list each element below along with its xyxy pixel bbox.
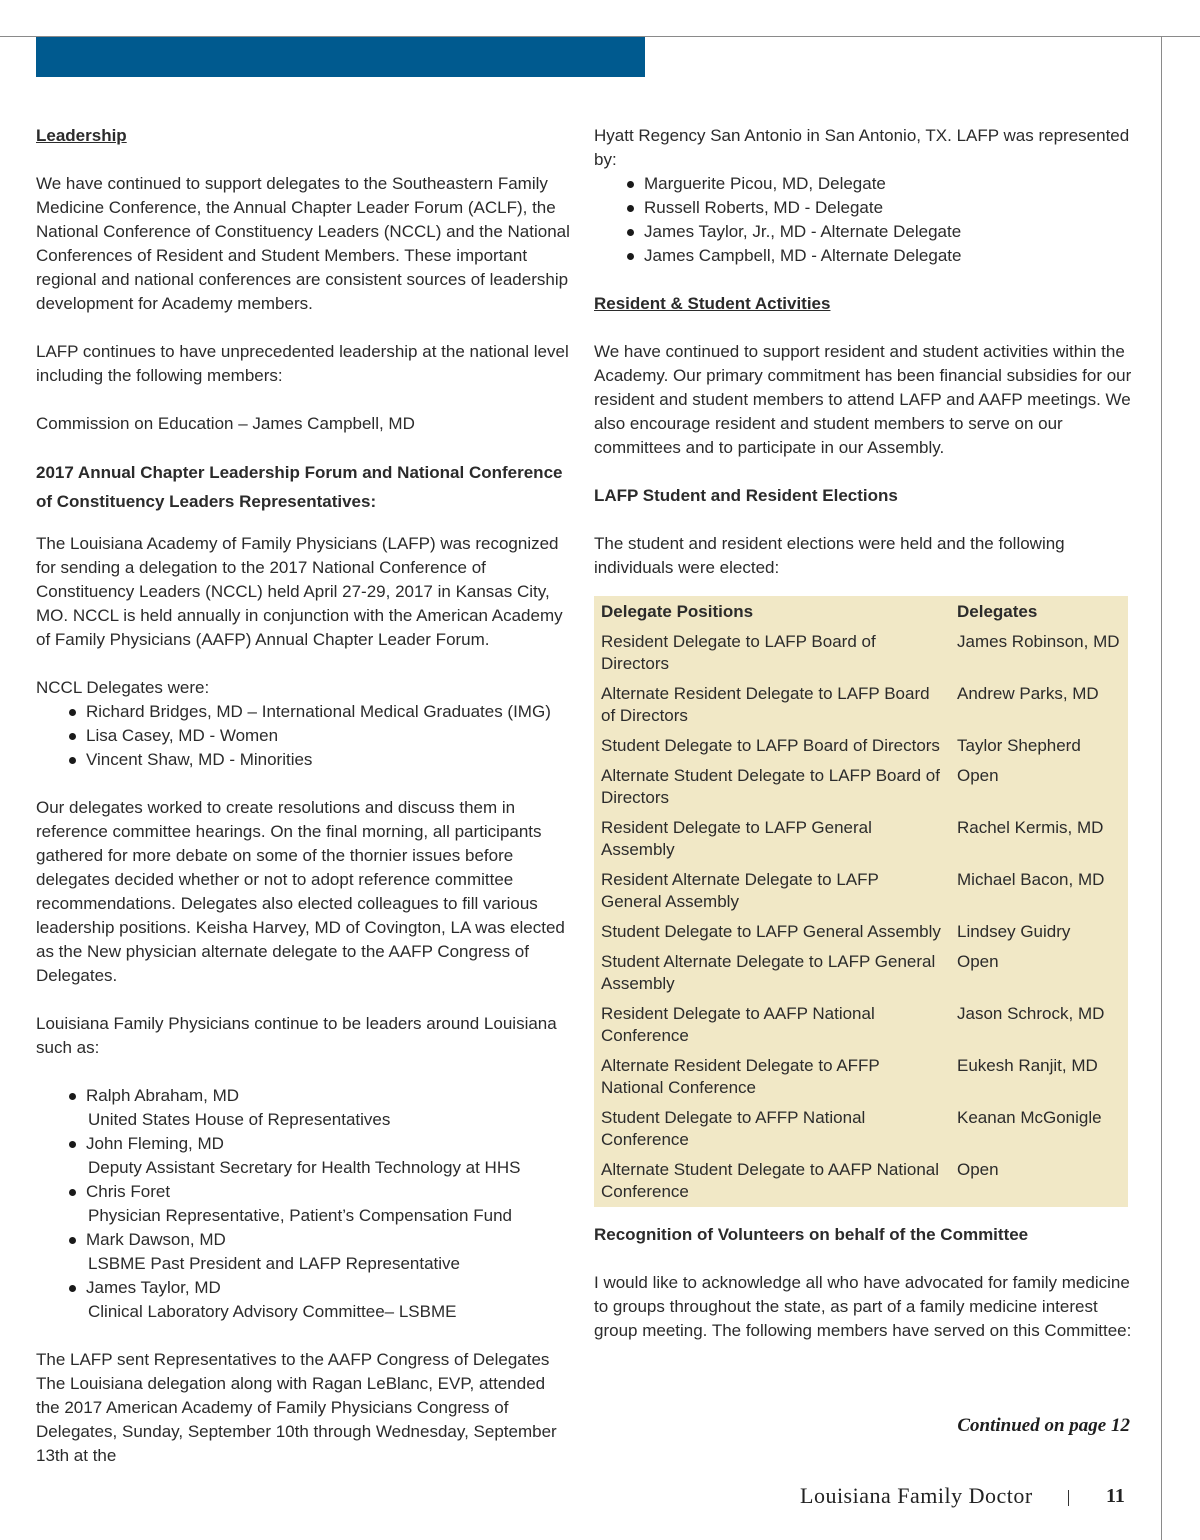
position-cell: Student Delegate to AFFP National Conference	[601, 1108, 866, 1149]
continued-note: Continued on page 12	[957, 1415, 1130, 1436]
position-cell: Student Delegate to LAFP General Assembly	[601, 922, 941, 941]
leaders-intro-paragraph: Louisiana Family Physicians continue to be leaders around Louisiana such as:	[36, 1014, 557, 1057]
delegate-cell: Jason Schrock, MD	[957, 1004, 1105, 1023]
elections-heading: LAFP Student and Resident Elections	[594, 486, 898, 505]
commission-line: Commission on Education – James Campbell, MD	[36, 414, 415, 433]
magazine-title: Louisiana Family Doctor	[800, 1483, 1033, 1508]
table-row	[594, 1051, 1128, 1103]
delegate-cell: Open	[957, 766, 999, 785]
position-cell: Alternate Resident Delegate to LAFP Board of Directors	[601, 684, 930, 725]
delegate-cell: Keanan McGonigle	[957, 1108, 1102, 1127]
leaders-list	[36, 1084, 572, 1324]
position-cell: Student Delegate to LAFP Board of Directors	[601, 736, 940, 755]
delegate-cell: Open	[957, 952, 999, 971]
delegate-cell: James Robinson, MD	[957, 632, 1120, 651]
list-item: James Campbell, MD - Alternate Delegate	[594, 244, 1134, 268]
delegate-cell: Lindsey Guidry	[957, 922, 1071, 941]
list-item: Lisa Casey, MD - Women	[36, 724, 572, 748]
leadership-heading: Leadership	[36, 126, 127, 145]
position-cell: Alternate Student Delegate to AAFP National Conference	[601, 1160, 940, 1201]
list-item	[36, 1132, 572, 1180]
column-header-delegates: Delegates	[957, 602, 1038, 621]
list-item	[36, 1084, 572, 1132]
table-row	[594, 731, 1128, 761]
leader-role: Physician Representative, Patient’s Compensation Fund	[88, 1206, 512, 1225]
delegate-cell: Michael Bacon, MD	[957, 870, 1105, 889]
delegates-work-paragraph: Our delegates worked to create resolutions and discuss them in reference committee hearings. On the final morning, all participants gathered for more debate on some of the thornier issues before delegates decided whether or not to adopt reference committee recommendations. Delegates also elected colleagues to fill various leadership positions. Keisha Harvey, MD of Covington, LA was elected as the New physician alternate delegate to the AAFP Congress of Delegates.	[36, 798, 565, 985]
leadership-paragraph: We have continued to support delegates to the Southeastern Family Medicine Conference, the Annual Chapter Leader Forum (ACLF), the National Conference of Constituency Leaders (NCCL) and the National Conferences of Resident and Student Members. These important regional and national conferences are consistent sources of leadership development for Academy members.	[36, 174, 570, 313]
left-column	[36, 124, 572, 1468]
list-item	[36, 1228, 572, 1276]
leader-name: James Taylor, MD	[86, 1278, 221, 1297]
nccl-delegates-list	[36, 700, 572, 772]
recognition-heading: Recognition of Volunteers on behalf of the Committee	[594, 1225, 1029, 1244]
delegate-cell: Open	[957, 1160, 999, 1179]
page-footer	[760, 1484, 1130, 1514]
position-cell: Resident Delegate to LAFP General Assembly	[601, 818, 872, 859]
leader-name: Ralph Abraham, MD	[86, 1086, 240, 1105]
table-row	[594, 761, 1128, 813]
footer-divider	[1068, 1490, 1069, 1506]
table-row	[594, 1155, 1128, 1207]
list-item: Marguerite Picou, MD, Delegate	[594, 172, 1134, 196]
column-header-positions: Delegate Positions	[601, 602, 754, 621]
table-row	[594, 1103, 1128, 1155]
lafp-recognized-paragraph: The Louisiana Academy of Family Physicians (LAFP) was recognized for sending a delegation to the 2017 National Conference of Constituency Leaders (NCCL) held April 27-29, 2017 in Kansas City, MO. NCCL is held annually in conjunction with the American Academy of Family Physicians (AAFP) Annual Chapter Leader Forum.	[36, 534, 563, 649]
forum-heading: 2017 Annual Chapter Leadership Forum and National Conference of Constituency Leaders Representatives:	[36, 463, 563, 511]
right-rule	[1161, 36, 1162, 1540]
hyatt-paragraph: Hyatt Regency San Antonio in San Antonio, TX. LAFP was represented by:	[594, 126, 1130, 169]
table-row	[594, 947, 1128, 999]
represented-by-list	[594, 172, 1134, 268]
list-item: Russell Roberts, MD - Delegate	[594, 196, 1134, 220]
position-cell: Resident Delegate to LAFP Board of Directors	[601, 632, 876, 673]
table-row	[594, 813, 1128, 865]
list-item	[36, 1180, 572, 1228]
list-item: Vincent Shaw, MD - Minorities	[36, 748, 572, 772]
leader-role: United States House of Representatives	[88, 1110, 391, 1129]
list-item: James Taylor, Jr., MD - Alternate Delegate	[594, 220, 1134, 244]
header-banner	[36, 37, 645, 77]
leader-name: Mark Dawson, MD	[86, 1230, 226, 1249]
leader-role: Clinical Laboratory Advisory Committee– LSBME	[88, 1302, 457, 1321]
table-header-row	[594, 596, 1128, 627]
page-number: 11	[1106, 1485, 1125, 1507]
leader-role: LSBME Past President and LAFP Representative	[88, 1254, 460, 1273]
position-cell: Resident Delegate to AAFP National Conference	[601, 1004, 875, 1045]
table-row	[594, 999, 1128, 1051]
nccl-intro: NCCL Delegates were:	[36, 678, 210, 697]
right-column	[594, 124, 1134, 1343]
delegate-cell: Taylor Shepherd	[957, 736, 1081, 755]
delegates-table	[594, 596, 1128, 1207]
table-row	[594, 917, 1128, 947]
activities-paragraph: We have continued to support resident and student activities within the Academy. Our primary commitment has been financial subsidies for our resident and student members to attend LAFP and AAFP meetings. We also encourage resident and student members to serve on our committees and to participate in our Assembly.	[594, 342, 1132, 457]
recognition-paragraph: I would like to acknowledge all who have advocated for family medicine to groups throughout the state, as part of a family medicine interest group meeting. The following members have served on this Committee:	[594, 1273, 1132, 1340]
position-cell: Resident Alternate Delegate to LAFP General Assembly	[601, 870, 879, 911]
table-row	[594, 627, 1128, 679]
national-leadership-paragraph: LAFP continues to have unprecedented leadership at the national level including the following members:	[36, 342, 569, 385]
position-cell: Alternate Student Delegate to LAFP Board of Directors	[601, 766, 940, 807]
leader-name: Chris Foret	[86, 1182, 171, 1201]
delegate-cell: Rachel Kermis, MD	[957, 818, 1104, 837]
table-row	[594, 865, 1128, 917]
elections-paragraph: The student and resident elections were held and the following individuals were elected:	[594, 534, 1065, 577]
delegate-cell: Andrew Parks, MD	[957, 684, 1099, 703]
congress-paragraph: The LAFP sent Representatives to the AAFP Congress of Delegates The Louisiana delegation along with Ragan LeBlanc, EVP, attended the 2017 American Academy of Family Physicians Congress of Delegates, Sunday, September 10th through Wednesday, September 13th at the	[36, 1350, 557, 1465]
position-cell: Student Alternate Delegate to LAFP General Assembly	[601, 952, 936, 993]
leader-name: John Fleming, MD	[86, 1134, 224, 1153]
position-cell: Alternate Resident Delegate to AFFP National Conference	[601, 1056, 880, 1097]
table-row	[594, 679, 1128, 731]
delegate-cell: Eukesh Ranjit, MD	[957, 1056, 1098, 1075]
list-item	[36, 1276, 572, 1324]
activities-heading: Resident & Student Activities	[594, 294, 831, 313]
leader-role: Deputy Assistant Secretary for Health Technology at HHS	[88, 1158, 521, 1177]
list-item: Richard Bridges, MD – International Medical Graduates (IMG)	[36, 700, 572, 724]
